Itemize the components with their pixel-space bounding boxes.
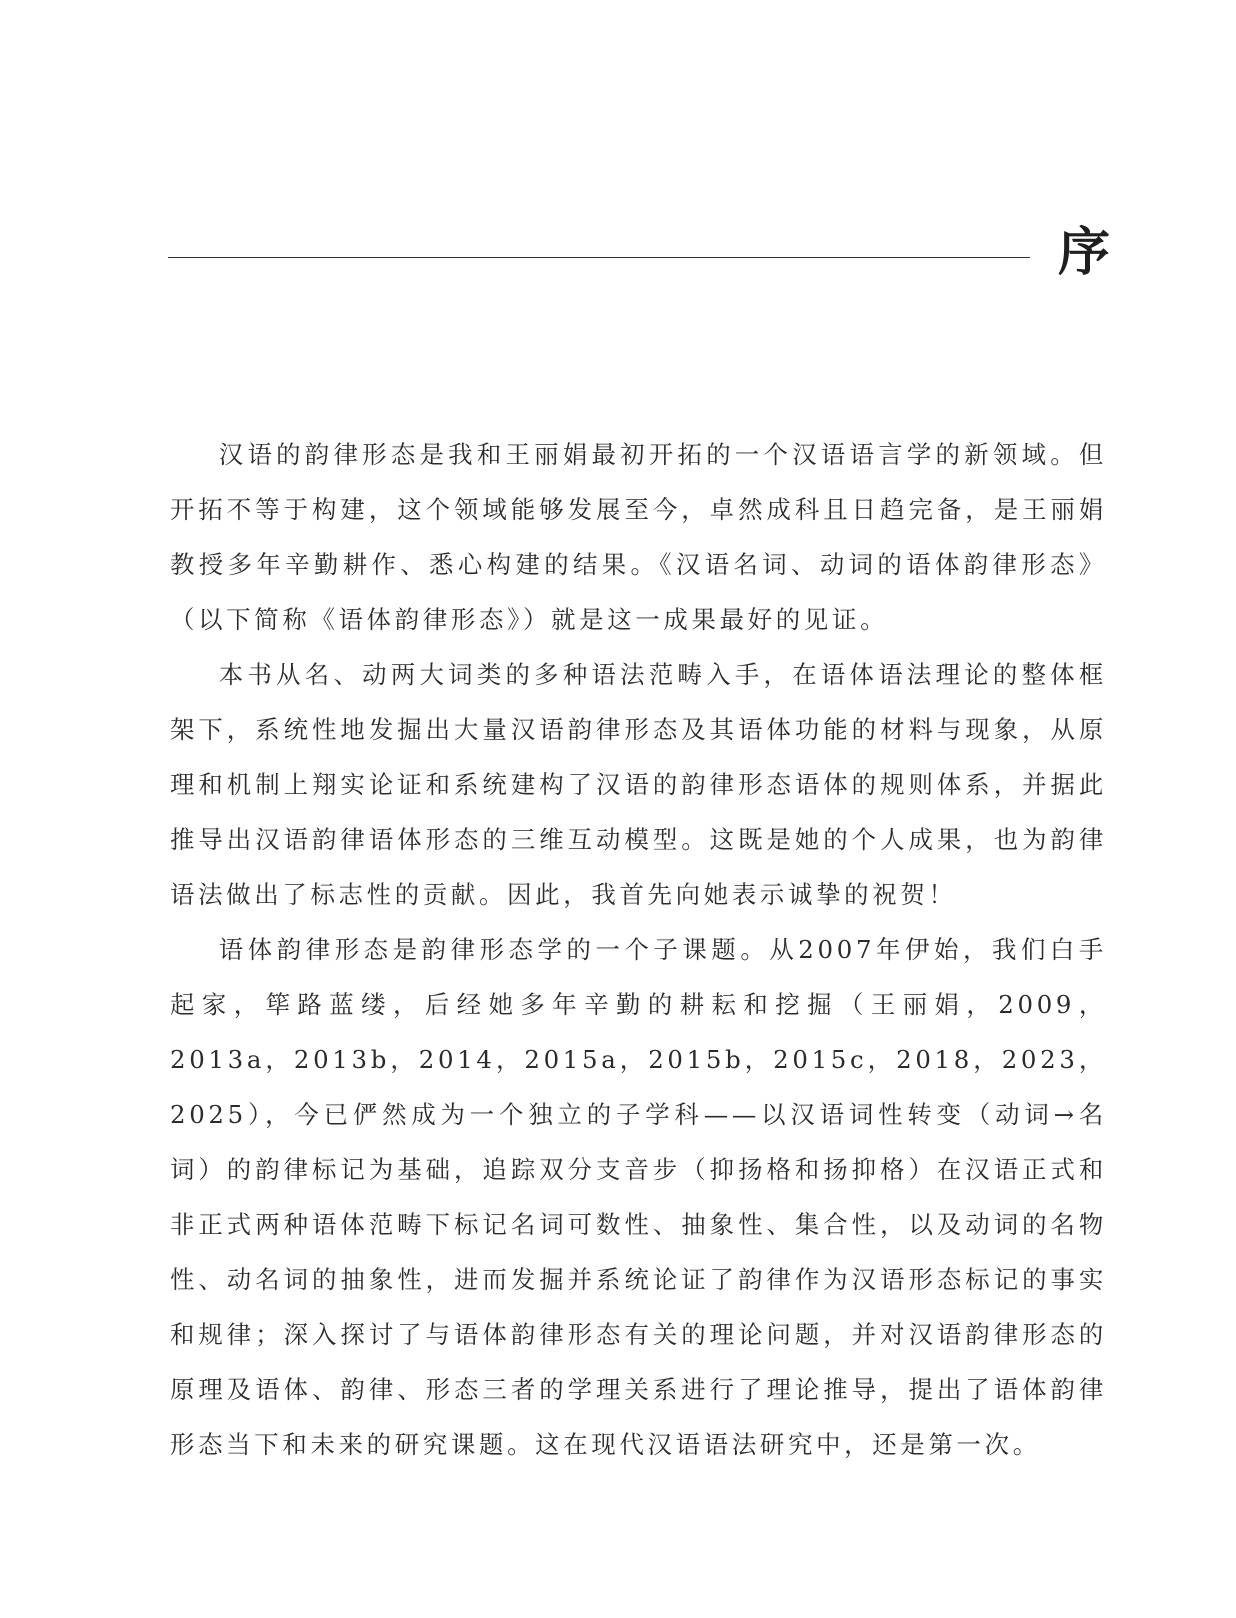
paragraph-3: 语体韵律形态是韵律形态学的一个子课题。从2007年伊始，我们白手起家，筚路蓝缕，后经她多年辛勤的耕耘和挖掘（王丽娟，2009，2013a，2013b，2014，2015a，2015b，2015c，2018，2023，2025），今已俨然成为一个独立的子学科——以汉语词性转变（动词→名词）的韵律标记为基础，追踪双分支音步（抑扬格和扬抑格）在汉语正式和非正式两种语体范畴下标记名词可数性、抽象性、集合性，以及动词的名物性、动名词的抽象性，进而发掘并系统论证了韵律作为汉语形态标记的事实和规律；深入探讨了与语体韵律形态有关的理论问题，并对汉语韵律形态的原理及语体、韵律、形态三者的学理关系进行了理论推导，提出了语体韵律形态当下和未来的研究课题。这在现代汉语语法研究中，还是第一次。 [170,935,1107,1459]
paragraph-1: 汉语的韵律形态是我和王丽娟最初开拓的一个汉语语言学的新领域。但开拓不等于构建，这个领域能够发展至今，卓然成科且日趋完备，是王丽娟教授多年辛勤耕作、悉心构建的结果。《汉语名词、动词的语体韵律形态》（以下简称《语体韵律形态》）就是这一成果最好的见证。 [170,440,1107,634]
title-rule [168,257,1030,258]
paragraph-2: 本书从名、动两大词类的多种语法范畴入手，在语体语法理论的整体框架下，系统性地发掘出大量汉语韵律形态及其语体功能的材料与现象，从原理和机制上翔实论证和系统建构了汉语的韵律形态语体的规则体系，并据此推导出汉语韵律语体形态的三维互动模型。这既是她的个人成果，也为韵律语法做出了标志性的贡献。因此，我首先向她表示诚挚的祝贺！ [170,660,1107,909]
body-text [170,427,1107,1472]
page-title: 序 [1058,222,1111,283]
